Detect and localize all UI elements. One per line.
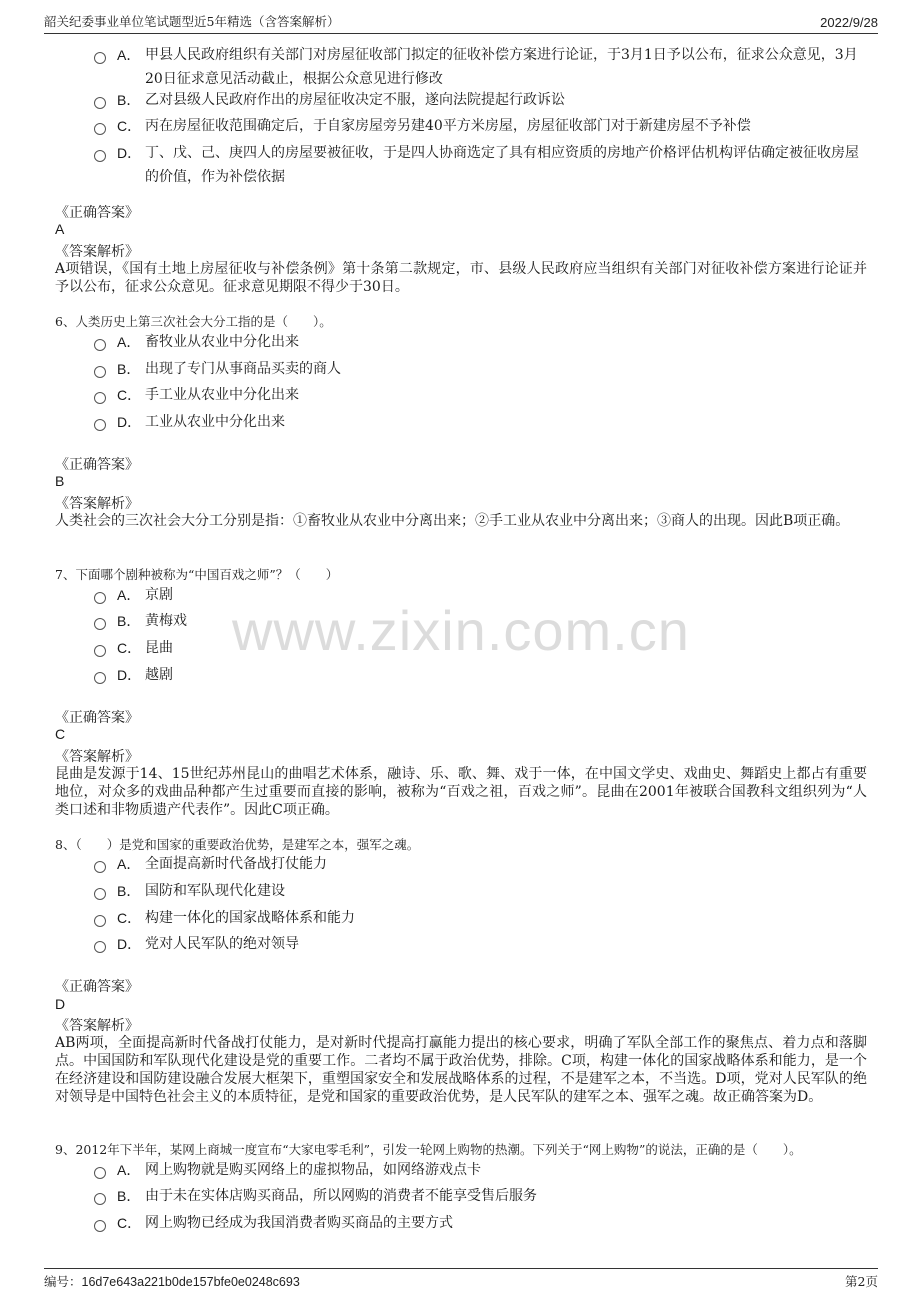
option-text: 手工业从农业中分化出来 — [145, 387, 299, 403]
analysis-label: 《答案解析》 — [55, 496, 139, 512]
analysis-text: 昆曲是发源于14、15世纪苏州昆山的曲唱艺术体系，融诗、乐、歌、舞、戏于一体，在中国文学史、戏曲史、舞蹈史上都占有重要地位，对众多的戏曲品种都产生过重要而直接的影响，被称为“百戏之祖，百戏之师”。昆曲在2001年被联合国教科文组织列为“人类口述和非物质遗产代表作”。因此C项正确。 — [55, 766, 867, 818]
option-text: 出现了专门从事商品买卖的商人 — [145, 361, 341, 377]
analysis-label: 《答案解析》 — [55, 1018, 139, 1034]
question-title: 6、人类历史上第三次社会大分工指的是（ ）。 — [55, 314, 332, 329]
page-footer — [44, 1268, 878, 1290]
page-number: 第2页 — [845, 1274, 878, 1289]
radio-icon[interactable] — [94, 1193, 106, 1205]
option-letter: A． — [117, 334, 141, 350]
q6-option-c[interactable] — [92, 383, 870, 407]
q9-option-a[interactable] — [92, 1158, 870, 1182]
radio-icon[interactable] — [94, 366, 106, 378]
correct-answer: D — [55, 996, 66, 1012]
q6-option-d[interactable] — [92, 410, 870, 434]
option-letter: B． — [117, 92, 141, 108]
option-letter: C． — [117, 1215, 142, 1231]
option-text: 丁、戊、己、庚四人的房屋要被征收，于是四人协商选定了具有相应资质的房地产价格评估机构评估确定被征收房屋的价值，作为补偿依据 — [145, 145, 859, 185]
option-letter: B． — [117, 1188, 141, 1204]
q5-option-a[interactable] — [92, 43, 870, 91]
option-text: 全面提高新时代备战打仗能力 — [145, 856, 327, 872]
option-text: 网上购物就是购买网络上的虚拟物品，如网络游戏点卡 — [145, 1162, 481, 1178]
radio-icon[interactable] — [94, 123, 106, 135]
option-letter: C． — [117, 640, 142, 656]
radio-icon[interactable] — [94, 941, 106, 953]
option-letter: A． — [117, 856, 141, 872]
option-letter: D． — [117, 667, 142, 683]
correct-answer-label: 《正确答案》 — [55, 710, 139, 726]
q8-option-b[interactable] — [92, 879, 870, 903]
option-letter: A． — [117, 47, 141, 63]
option-text: 畜牧业从农业中分化出来 — [145, 334, 299, 350]
q5-option-d[interactable] — [92, 141, 870, 189]
q8-option-a[interactable] — [92, 852, 870, 876]
analysis-label: 《答案解析》 — [55, 749, 139, 765]
q9-option-c[interactable] — [92, 1211, 870, 1235]
analysis-text: A项错误，《国有土地上房屋征收与补偿条例》第十条第二款规定，市、县级人民政府应当组织有关部门对征收补偿方案进行论证并予以公布，征求公众意见。征求意见期限不得少于30日。 — [55, 261, 867, 295]
radio-icon[interactable] — [94, 419, 106, 431]
q6-option-a[interactable] — [92, 330, 870, 354]
radio-icon[interactable] — [94, 339, 106, 351]
option-text: 越剧 — [145, 667, 173, 683]
radio-icon[interactable] — [94, 618, 106, 630]
radio-icon[interactable] — [94, 97, 106, 109]
page-header — [44, 12, 878, 34]
radio-icon[interactable] — [94, 1220, 106, 1232]
q8-option-c[interactable] — [92, 906, 870, 930]
q9-option-b[interactable] — [92, 1184, 870, 1208]
question-title: 7、下面哪个剧种被称为“中国百戏之师”？（ ） — [55, 567, 339, 582]
option-letter: A． — [117, 587, 141, 603]
option-text: 乙对县级人民政府作出的房屋征收决定不服，遂向法院提起行政诉讼 — [145, 92, 565, 108]
option-letter: D． — [117, 145, 142, 161]
option-letter: C． — [117, 387, 142, 403]
option-text: 丙在房屋征收范围确定后，于自家房屋旁另建40平方米房屋，房屋征收部门对于新建房屋不予补偿 — [145, 118, 751, 134]
radio-icon[interactable] — [94, 52, 106, 64]
q7-option-b[interactable] — [92, 609, 870, 633]
radio-icon[interactable] — [94, 392, 106, 404]
radio-icon[interactable] — [94, 592, 106, 604]
option-letter: D． — [117, 936, 142, 952]
radio-icon[interactable] — [94, 915, 106, 927]
correct-answer-label: 《正确答案》 — [55, 205, 139, 221]
question-title: 8、（ ）是党和国家的重要政治优势，是建军之本，强军之魂。 — [55, 837, 420, 852]
correct-answer: A — [55, 221, 65, 237]
correct-answer: C — [55, 726, 66, 742]
radio-icon[interactable] — [94, 645, 106, 657]
radio-icon[interactable] — [94, 1167, 106, 1179]
option-letter: C． — [117, 118, 142, 134]
document-title: 韶关纪委事业单位笔试题型近5年精选（含答案解析） — [44, 14, 340, 29]
watermark: www.zixin.com.cn — [232, 599, 690, 662]
q5-option-b[interactable] — [92, 88, 870, 112]
q7-option-a[interactable] — [92, 583, 870, 607]
option-letter: A． — [117, 1162, 141, 1178]
analysis-label: 《答案解析》 — [55, 244, 139, 260]
option-text: 党对人民军队的绝对领导 — [145, 936, 299, 952]
option-letter: B． — [117, 613, 141, 629]
q7-option-d[interactable] — [92, 663, 870, 687]
header-date: 2022/9/28 — [820, 15, 878, 30]
radio-icon[interactable] — [94, 888, 106, 900]
q7-option-c[interactable] — [92, 636, 870, 660]
option-text: 京剧 — [145, 587, 173, 603]
option-letter: D． — [117, 414, 142, 430]
correct-answer-label: 《正确答案》 — [55, 457, 139, 473]
option-text: 构建一体化的国家战略体系和能力 — [145, 910, 355, 926]
analysis-text: AB两项，全面提高新时代备战打仗能力，是对新时代提高打赢能力提出的核心要求，明确了军队全部工作的聚焦点、着力点和落脚点。中国国防和军队现代化建设是党的重要工作。二者均不属于政治优势，排除。C项，构建一体化的国家战略体系和能力，是一个在经济建设和国防建设融合发展大框架下，重塑国家安全和发展战略体系的过程，不是建军之本，不当选。D项，党对人民军队的绝对领导是中国特色社会主义的本质特征，是党和国家的重要政治优势，是人民军队的建军之本、强军之魂。故正确答案为D。 — [55, 1035, 867, 1105]
q6-option-b[interactable] — [92, 357, 870, 381]
option-text: 由于未在实体店购买商品，所以网购的消费者不能享受售后服务 — [145, 1188, 537, 1204]
option-text: 黄梅戏 — [145, 613, 187, 629]
document-code: 编号：16d7e643a221b0de157bfe0e0248c693 — [44, 1275, 300, 1289]
option-text: 昆曲 — [145, 640, 173, 656]
radio-icon[interactable] — [94, 672, 106, 684]
correct-answer-label: 《正确答案》 — [55, 979, 139, 995]
option-text: 工业从农业中分化出来 — [145, 414, 285, 430]
option-letter: B． — [117, 883, 141, 899]
correct-answer: B — [55, 473, 65, 489]
analysis-text: 人类社会的三次社会大分工分别是指：①畜牧业从农业中分离出来；②手工业从农业中分离出来；③商人的出现。因此B项正确。 — [55, 513, 850, 529]
option-text: 国防和军队现代化建设 — [145, 883, 285, 899]
option-letter: B． — [117, 361, 141, 377]
q5-option-c[interactable] — [92, 114, 870, 138]
q8-option-d[interactable] — [92, 932, 870, 956]
radio-icon[interactable] — [94, 861, 106, 873]
option-letter: C． — [117, 910, 142, 926]
radio-icon[interactable] — [94, 150, 106, 162]
option-text: 甲县人民政府组织有关部门对房屋征收部门拟定的征收补偿方案进行论证，于3月1日予以公布，征求公众意见，3月20日征求意见活动截止，根据公众意见进行修改 — [145, 47, 858, 87]
option-text: 网上购物已经成为我国消费者购买商品的主要方式 — [145, 1215, 453, 1231]
question-title: 9、2012年下半年，某网上商城一度宣布“大家电零毛利”，引发一轮网上购物的热潮。下列关于“网上购物”的说法，正确的是（ ）。 — [55, 1142, 802, 1157]
